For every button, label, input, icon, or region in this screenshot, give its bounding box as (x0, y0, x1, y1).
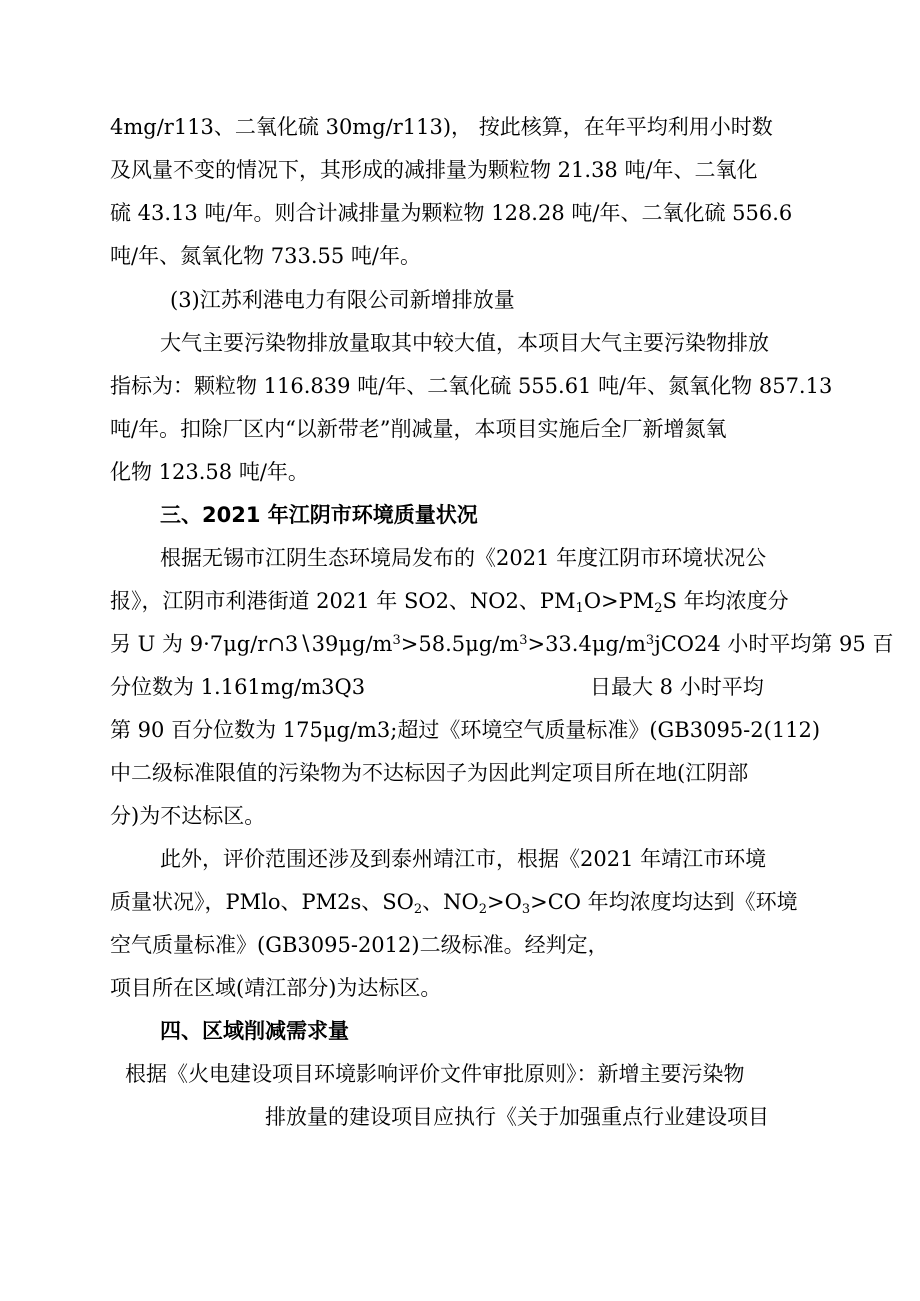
subheading: (3)江苏利港电力有限公司新增排放量 (170, 288, 515, 312)
paragraph-line: 根据无锡市江阴生态环境局发布的《2021 年度江阴市环境状况公 (160, 546, 767, 570)
paragraph-line: 硫 43.13 吨/年。则合计减排量为颗粒物 128.28 吨/年、二氧化硫 556.6 (110, 201, 793, 225)
section-heading: 四、区域削减需求量 (160, 1019, 349, 1043)
paragraph-line: 日最大 8 小时平均 (590, 675, 764, 699)
paragraph-line: 空气质量标准》(GB3095-2012)二级标准。经判定， (110, 933, 609, 957)
paragraph-line: 项目所在区域(靖江部分)为达标区。 (110, 976, 442, 1000)
paragraph-line: 排放量的建设项目应执行《关于加强重点行业建设项目 (265, 1105, 769, 1129)
section-heading: 三、2021 年江阴市环境质量状况 (160, 503, 478, 527)
paragraph-line: 指标为：颗粒物 116.839 吨/年、二氧化硫 555.61 吨/年、氮氧化物 857.13 (110, 374, 833, 398)
paragraph-line: 此外，评价范围还涉及到泰州靖江市，根据《2021 年靖江市环境 (160, 847, 767, 871)
paragraph-line: 报》，江阴市利港街道 2021 年 SO2、NO2、$PM_1O>PM_2S$ 年均浓度分 (110, 589, 789, 616)
paragraph-line: 吨/年、氮氧化物 733.55 吨/年。 (110, 244, 421, 268)
paragraph-line: 吨/年。扣除厂区内“以新带老”削减量，本项目实施后全厂新增氮氧 (110, 417, 727, 441)
paragraph-line: 4mg∕r113、二氧化硫 30mg∕r113)， 按此核算，在年平均利用小时数 (110, 115, 773, 139)
paragraph-line: 分位数为 1.161mg∕m3Q3 (110, 675, 366, 699)
paragraph-line: 另 U 为 $9\cdot 7\mu g∕r\cap 3∖39\mu g∕m^3>58.5\mu g∕m^3>33.4\mu g∕m^3jCO24$ 小时平均第 95 百 (110, 632, 894, 656)
paragraph-line: 质量状况》，PMlo、PM2s、$SO_2$、$NO_2>O_3>CO$ 年均浓度均达到《环境 (110, 890, 798, 917)
paragraph-line: 大气主要污染物排放量取其中较大值，本项目大气主要污染物排放 (160, 331, 769, 355)
paragraph-line: 化物 123.58 吨/年。 (110, 460, 309, 484)
paragraph-line: 分)为不达标区。 (110, 804, 266, 828)
paragraph-line: 中二级标准限值的污染物为不达标因子为因此判定项目所在地(江阴部 (110, 761, 749, 785)
paragraph-line: 根据《火电建设项目环境影响评价文件审批原则》：新增主要污染物 (125, 1062, 745, 1086)
paragraph-line: 及风量不变的情况下，其形成的减排量为颗粒物 21.38 吨/年、二氧化 (110, 158, 758, 182)
paragraph-line: 第 90 百分位数为 175μg∕m3;超过《环境空气质量标准》(GB3095-2(112) (110, 718, 821, 742)
